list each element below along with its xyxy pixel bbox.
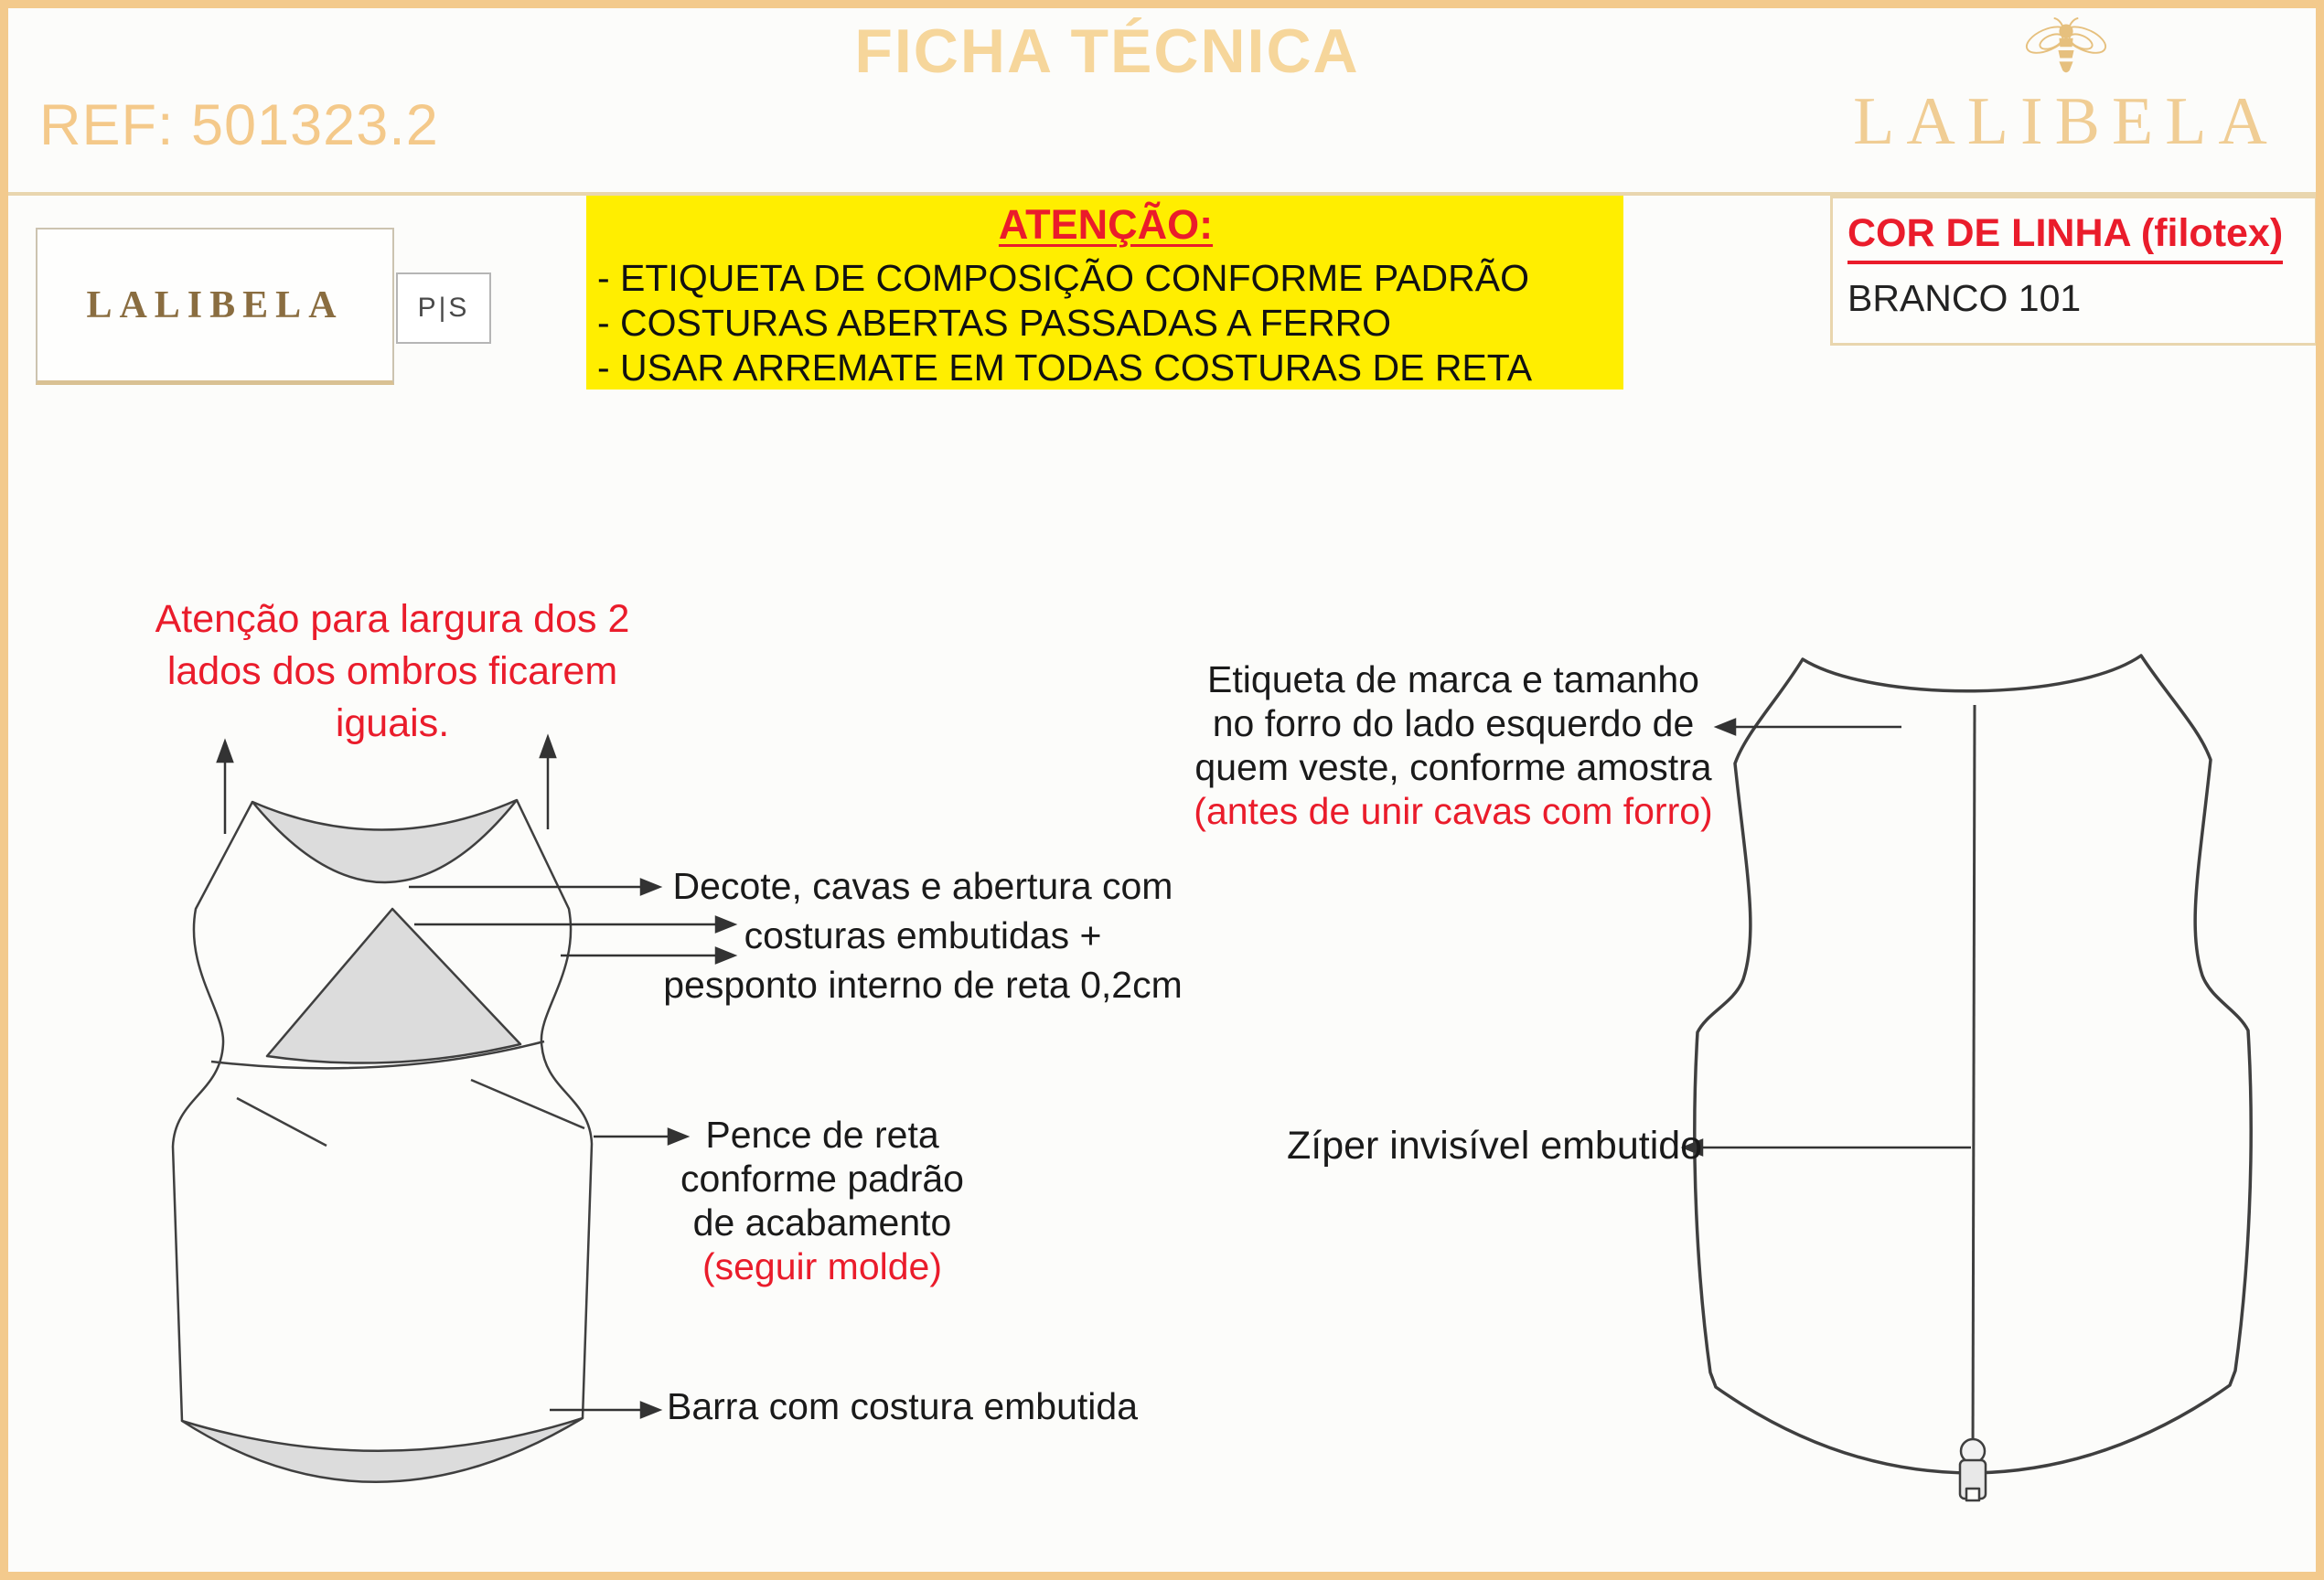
brand-tag-box: P|S (396, 272, 491, 344)
reference-number: REF: 501323.2 (39, 93, 439, 157)
brand-label-note-line: no forro do lado esquerdo de (1212, 702, 1695, 744)
dart-note-line: de acabamento (692, 1201, 952, 1244)
thread-color-title: COR DE LINHA (filotex) (1847, 211, 2283, 264)
neckline-note-line: pesponto interno de reta 0,2cm (663, 964, 1183, 1006)
attention-item: - COSTURAS ABERTAS PASSADAS A FERRO (597, 302, 1392, 344)
attention-item: - USAR ARREMATE EM TODAS COSTURAS DE RETA (597, 347, 1533, 389)
brand-logo-text: LALIBELA (1853, 84, 2279, 159)
attention-title: ATENÇÃO: (998, 201, 1214, 248)
brand-label-note-line: quem veste, conforme amostra (1194, 746, 1712, 788)
hem-note: Barra com costura embutida (667, 1385, 1139, 1427)
brand-logo-small: LALIBELA (86, 283, 344, 326)
neckline-note-line: costuras embutidas + (744, 914, 1102, 956)
brand-label-note (1193, 657, 1714, 833)
zipper-pull-icon (1960, 1439, 1986, 1500)
shoulder-warning-line: Atenção para largura dos 2 (155, 597, 630, 641)
page-title: FICHA TÉCNICA (854, 16, 1360, 86)
neckline-note-line: Decote, cavas e abertura com (672, 865, 1173, 907)
dart-note-line: Pence de reta (705, 1114, 939, 1156)
dart-note-line: conforme padrão (680, 1158, 964, 1200)
shoulder-warning-line: lados dos ombros ficarem iguais. (166, 649, 618, 745)
technical-drawings (8, 8, 2324, 1580)
dart-note (671, 1113, 973, 1288)
dart-note-line-red: (seguir molde) (701, 1245, 943, 1287)
neckline-note (648, 861, 1197, 1009)
back-view-drawing (1695, 656, 2251, 1500)
brand-label-note-line-red: (antes de unir cavas com forro) (1194, 790, 1713, 832)
thread-color-value: BRANCO 101 (1847, 277, 2082, 319)
attention-item: - ETIQUETA DE COMPOSIÇÃO CONFORME PADRÃO (597, 257, 1530, 299)
front-view-drawing (173, 800, 592, 1482)
shoulder-warning-note (118, 593, 667, 750)
zipper-note: Zíper invisível embutido (1287, 1124, 1703, 1168)
brand-label-note-line: Etiqueta de marca e tamanho (1207, 658, 1699, 700)
